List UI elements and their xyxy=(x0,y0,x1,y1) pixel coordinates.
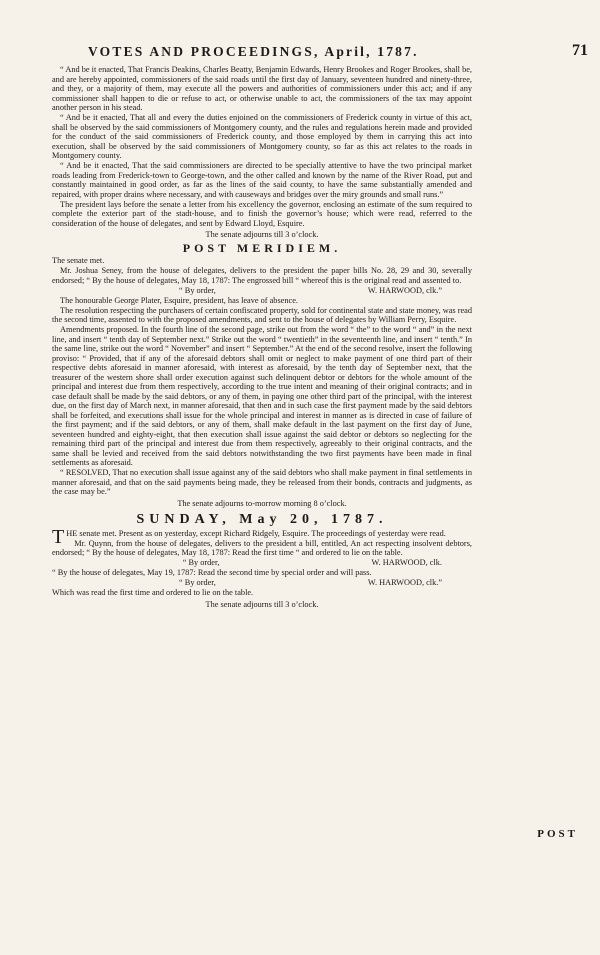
paragraph: “ And be it enacted, That Francis Deakins, Charles Beatty, Benjamin Edwards, Henry Brookes and Roger Brookes, shall be, and are hereby appointed, commissioners of the said roads until the first day of January, seventeen hundred and ninety-three, and they, or a majority of them, may execute all the powers and authorities of commissioners under this act; and if any commissioner shall happen to die or refuse to act, or otherwise unable to act, the commissioners of the tax may appoint another person in his stead. xyxy=(52,65,472,112)
senate-met: The senate met. xyxy=(52,256,105,265)
section-heading-post-meridiem: POST MERIDIEM. xyxy=(182,240,342,255)
adjournment-notice: The senate adjourns till 3 o’clock. xyxy=(205,599,319,609)
paragraph: “ By the house of delegates, May 19, 1787: Read the second time by special order and will pass. xyxy=(52,568,372,577)
signature-name: W. HARWOOD, clk.” xyxy=(367,285,442,295)
drop-cap: T xyxy=(52,525,65,548)
signature-name: W. HARWOOD, clk.” xyxy=(367,578,442,587)
paragraph: The resolution respecting the purchasers of certain confiscated property, sold for continental state and state money, was read the second time, assented to with the proposed amendments, and sent to the house of delegates by William Perry, Esquire. xyxy=(52,305,473,324)
signature-block xyxy=(52,578,472,588)
adjournment-notice: The senate adjourns to-morrow morning 8 o’clock. xyxy=(177,498,347,508)
paragraph: Amendments proposed. In the fourth line of the second page, strike out from the word “ the” to the word “ and” in the next line, and insert “ tenth day of September next.” Strike out the word “ twentieth” in the seventeenth line, and insert “ tenth.” In the same line, strike out the word “ November” and insert “ September.” At the end of the second resolve, insert the following proviso: “ Provided, that if any of the aforesaid debtors shall omit or neglect to make payment of one third part of their respective debts aforesaid in manner aforesaid, with interest as aforesaid, by the tenth day of September next, that the treasurer of the western shore shall order execution against such delinquent debtor or debtors for the whole amount of the principal and interest due from them respectively, according to the true intent and meaning of their original contracts; and in case default shall be made by the said debtors, or any of them, in paying one other third part of the principal, with the interest due, on the first day of March next, in manner aforesaid, that then and in such case the first payment made by the said debtors shall be forfeited, and executions shall issue for the whole principal and interest in manner as is directed in case of failure of the first payment; and if the said debtors, or any of them, shall make default in the last payment on the first day of June, seventeen hundred and eighty-eight, that then execution shall issue against the said debtor or debtors so neglecting for the remaining third part of the principal and interest due from them respectively, agreeably to their original contracts, and the same shall be levied and received from the said debtors notwithstanding the two first payments have been made in final settlements as aforesaid. xyxy=(52,325,472,467)
signature-block xyxy=(52,286,472,296)
body-text xyxy=(52,65,472,611)
paragraph: Mr. Quynn, from the house of delegates, delivers to the president a bill, entitled, An act respecting insolvent debtors, endorsed; “ By the house of delegates, May 18, 1787: Read the first time “ and ordered to lie on the table. xyxy=(52,538,472,557)
paragraph: The president lays before the senate a letter from his excellency the governor, enclosing an estimate of the sum required to complete the exterior part of the stadt-house, and to finish the governor’s house; which were read, referred to the consideration of the house of delegates, and sent by Edward Lloyd, Esquire. xyxy=(52,199,472,228)
signature-by-order: “ By order, xyxy=(179,578,216,587)
paragraph: Which was read the first time and ordered to lie on the table. xyxy=(52,588,254,597)
signature-name: W. HARWOOD, clk. xyxy=(371,558,442,567)
page-header xyxy=(88,44,588,66)
adjournment-notice: The senate adjourns till 3 o’clock. xyxy=(205,230,319,239)
page-number: 71 xyxy=(572,42,588,59)
catchword: POST xyxy=(537,828,578,840)
sunday-opening: HE senate met. Present as on yesterday, except Richard Ridgely, Esquire. The proceedings of yesterday were read. xyxy=(66,528,446,538)
running-head: VOTES AND PROCEEDINGS, April, 1787. xyxy=(88,44,419,59)
signature-by-order: “ By order, xyxy=(182,558,220,567)
paragraph: “ RESOLVED, That no execution shall issue against any of the said debtors who shall make payment in final settlements in manner aforesaid, and that on the said payments being made, they be released from their bonds, contracts and judgments, as the case may be.” xyxy=(52,468,472,496)
paragraph: The honourable George Plater, Esquire, president, has leave of absence. xyxy=(60,295,298,305)
signature-by-order: “ By order, xyxy=(179,285,216,295)
paragraph: “ And be it enacted, That the said commissioners are directed to be specially attentive to have the two principal market roads leading from Frederick-town to George-town, and the other called and known by the name of the River Road, put and constantly maintained in good order, as far as the lines of the said county, to have the same substantially amended and repaired, with proper drains where necessary, and with causeways and bridges over the miry grounds and small runs.” xyxy=(52,161,472,199)
paragraph: Mr. Joshua Seney, from the house of delegates, delivers to the president the paper bills No. 28, 29 and 30, severally endorsed; “ By the house of delegates, May 18, 1787: The engrossed bill “ whereof this is the original read and assented to. xyxy=(52,266,472,285)
section-heading-sunday: SUNDAY, May 20, 1787. xyxy=(136,512,388,527)
signature-block xyxy=(52,558,472,568)
paragraph: “ And be it enacted, That all and every the duties enjoined on the commissioners of Frederick county in virtue of this act, shall be observed by the said commissioners of Montgomery county, and the rules and regulations herein made and provided for the conduct of the said commissioners of Frederick county, and those employed by them in carrying this act into execution, shall be observed by the said commissioners of Montgomery county, so far as this act relates to the roads in Montgomery county. xyxy=(52,113,472,160)
